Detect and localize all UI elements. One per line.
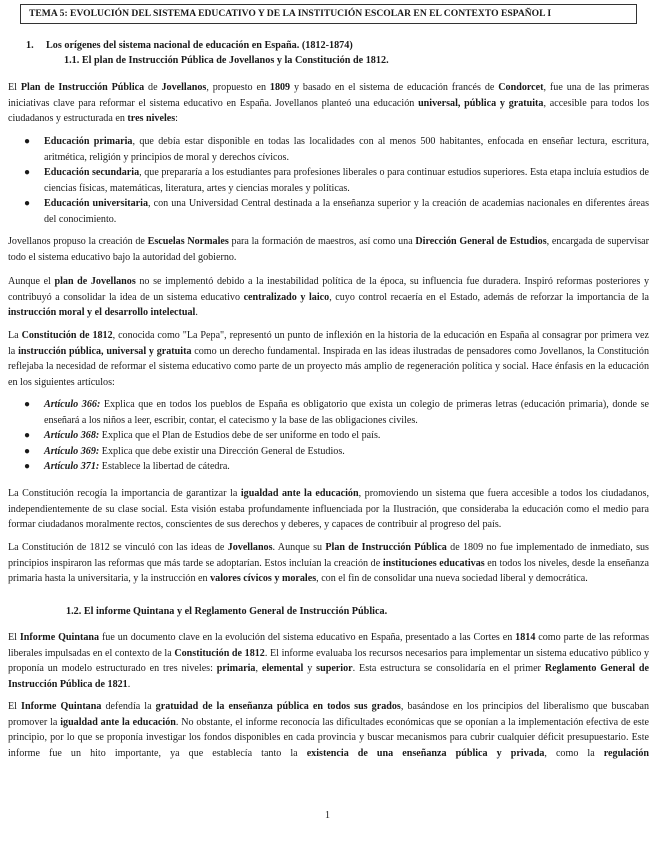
list-item [8,444,649,460]
list-item-text: Artículo 368: Explica que el Plan de Estudios debe de ser uniforme en todo el país. [44,430,381,442]
paragraph-constitucion-1812: La Constitución de 1812, conocida como "La Pepa", representó un punto de inflexión en la historia de la educación en España al consagrar por primera vez la instrucción pública, universal y gratuita como un derecho fundamental. Inspirada en las ideas ilustradas de pensadores como Jovellanos, la Constitución reflejaba la necesidad de reformar el sistema educativo como parte de un proyecto más amplio de regeneración política y social. Hace énfasis en la educación en los siguientes artículos: [8,330,650,388]
bullet-icon: ● [24,167,31,179]
list-item [8,397,649,428]
list-item [8,134,649,165]
list-item-text: Artículo 366: Explica que en todos los pueblos de España es obligatorio que exista un colegio de primeras letras (educación primaria), donde se enseñará a los niños a leer, escribir, contar, el catecismo y la base de las obligaciones civiles. [44,399,649,426]
paragraph-jovellanos-plan: El Plan de Instrucción Pública de Jovellanos, propuesto en 1809 y basado en el sistema de educación francés de Condorcet, fue una de las primeras iniciativas clave para reformar el sistema educativo en España. Jovellanos planteó una educación universal, pública y gratuita, accesible para todos los ciudadanos y estructurada en tres niveles: [8,82,649,125]
list-item-text: Educación universitaria, con una Universidad Central destinada a la enseñanza superior y la creación de academias nacionales en diferentes áreas del conocimiento. [44,198,649,225]
list-item [8,459,649,475]
list-item [8,428,649,444]
list-item-text: Artículo 369: Explica que debe existir una Dirección General de Estudios. [44,445,345,457]
bullet-icon: ● [24,399,31,410]
section-title: Los orígenes del sistema nacional de educación en España. (1812-1874) [46,40,353,51]
list-item-text: Educación secundaria, que prepararía a los estudiantes para profesiones liberales o para continuar estudios superiores. Esta etapa incluía estudios de ciencias físicas, matemáticas, literatura, artes y ciencias morales y políticas. [44,167,649,194]
articles-list [8,397,649,475]
bullet-icon: ● [24,198,31,210]
list-item [8,196,649,227]
bullet-icon: ● [24,445,31,457]
list-item-text: Educación primaria, que debía estar disponible en todas las localidades con al menos 500 habitantes, enfocada en enseñar lectura, escritura, aritmética, religión y principios de moral y derechos cívicos. [44,136,649,163]
paragraph-vinculo-jovellanos: La Constitución de 1812 se vinculó con las ideas de Jovellanos. Aunque su Plan de Instrucción Pública de 1809 no fue implementado de inmediato, sus principios inspiraron las reformas que más tarde se adoptarían. Estos incluían la creación de instituciones educativas en todos los niveles, desde la enseñanza primaria hasta la universitaria, y la instrucción en valores cívicos y morales, con el fin de consolidar una nueva sociedad liberal y democrática. [8,542,649,585]
paragraph-gratuidad: El Informe Quintana defendía la gratuidad de la enseñanza pública en todos sus grados, basándose en los principios del liberalismo que buscaban promover la igualdad ante la educación. No obstante, el informe reconocía las dificultades económicas que se oponían a la implementación efectiva de este principio, por lo que se proponía investigar los fondos disponibles en cada provincia y buscar mecanismos para cubrir cualquier déficit presupuestario. Este informe fue un hito importante, ya que establecía tanto la existencia de una enseñanza pública y privada, como la regulación [8,701,650,759]
bullet-icon: ● [24,430,31,442]
section-heading-1 [26,40,353,51]
paragraph-igualdad: La Constitución recogía la importancia de garantizar la igualdad ante la educación, promoviendo un sistema que fuera accesible a todos los ciudadanos, independientemente de su clase social. Esta visión estaba profundamente influenciada por la Ilustración, que consideraba la educación como el medio para formar ciudadanos moralmente rectos, conscientes de sus derechos y deberes, y capaces de contribuir al progreso del país. [8,488,649,531]
bullet-icon: ● [24,136,31,147]
paragraph-informe-quintana: El Informe Quintana fue un documento clave en la evolución del sistema educativo en España, presentado a las Cortes en 1814 como parte de las reformas liberales impulsadas en el contexto de la Constitución de 1812. El informe evaluaba los recursos necesarios para implementar un sistema educativo público y proponía un modelo estructurado en tres niveles: primaria, elemental y superior. Esta estructura se consolidaría en el primer Reglamento General de Instrucción Pública de 1821. [8,632,650,690]
education-levels-list [8,134,649,228]
subsection-heading-1-2: 1.2. El informe Quintana y el Reglamento General de Instrucción Pública. [66,606,388,617]
section-number: 1. [26,40,34,51]
paragraph-plan-influence: Aunque el plan de Jovellanos no se implementó debido a la inestabilidad política de la época, su influencia fue duradera. Inspiró reformas posteriores y contribuyó a consolidar la idea de un sistema educativo centralizado y laico, cuyo control recaería en el Estado, además de reforzar la importancia de la instrucción moral y el desarrollo intelectual. [8,276,649,319]
list-item-text: Artículo 371: Establece la libertad de cátedra. [44,461,230,473]
bullet-icon: ● [24,461,31,473]
list-item [8,165,649,196]
page-number: 1 [325,810,330,821]
paragraph-escuelas-normales: Jovellanos propuso la creación de Escuelas Normales para la formación de maestros, así como una Dirección General de Estudios, encargada de supervisar todo el sistema educativo bajo la autoridad del gobierno. [8,236,649,263]
subsection-heading-1-1: 1.1. El plan de Instrucción Pública de Jovellanos y la Constitución de 1812. [64,55,389,66]
page-title: TEMA 5: EVOLUCIÓN DEL SISTEMA EDUCATIVO Y DE LA INSTITUCIÓN ESCOLAR EN EL CONTEXTO ESPAÑOL I [20,4,637,24]
